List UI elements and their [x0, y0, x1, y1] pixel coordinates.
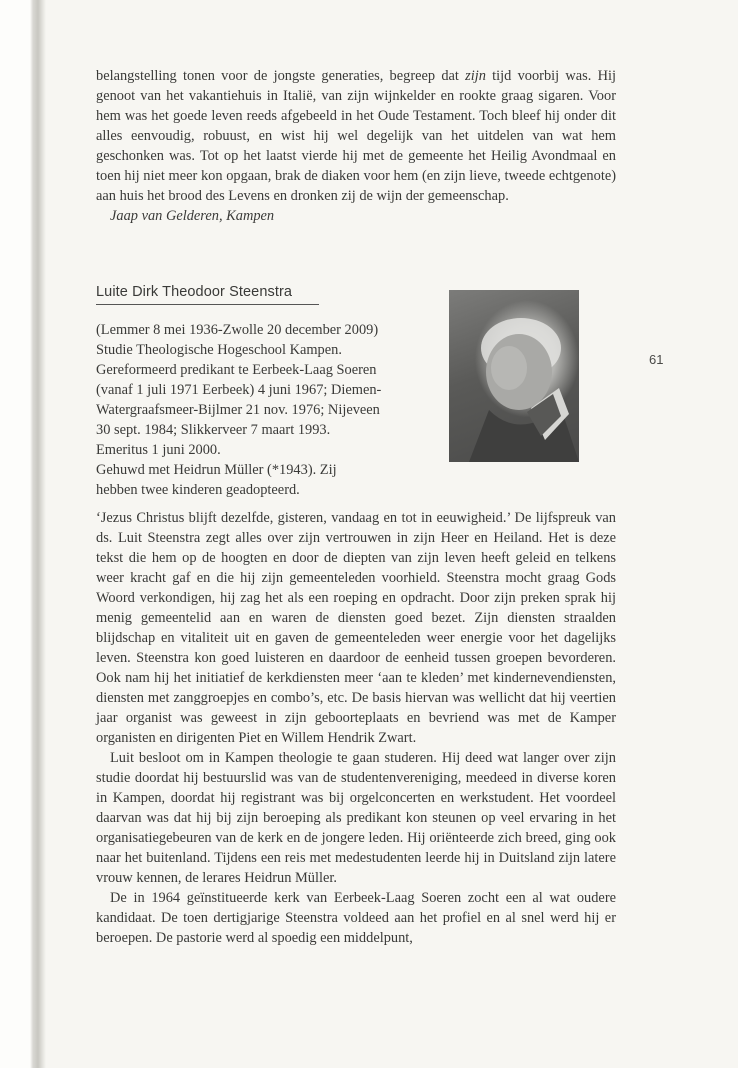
bio-line: Gereformeerd predikant te Eerbeek-Laag Soeren — [96, 362, 377, 378]
body-paragraph: Luit besloot om in Kampen theologie te gaan studeren. Hij deed wat langer over zijn studie doordat hij bestuurslid was van de studentenvereniging, meedeed in diverse koren in Kampen, doordat hij registrant was bij orgelconcerten en werkstudent. Het voordeel daarvan was dat hij bij zijn beroeping als predikant kon steunen op veel ervaring in het organisatiegebeuren van de kerk en de jongere leden. Hij oriënteerde zich breed, ging ook naar het buitenland. Tijdens een reis met medestudenten leerde hij in Duitsland zijn latere vrouw kennen, de lerares Heidrun Müller. — [96, 750, 616, 886]
intro-paragraph-block — [96, 66, 616, 226]
bio-line: Emeritus 1 juni 2000. — [96, 442, 221, 458]
body-text — [96, 508, 616, 948]
entry-name-heading: Luite Dirk Theodoor Steenstra — [96, 284, 293, 300]
page-number: 61 — [649, 352, 664, 367]
body-paragraph: ‘Jezus Christus blijft dezelfde, gisteren, vandaag en tot in eeuwigheid.’ De lijfspreuk van ds. Luit Steenstra zegt alles over zijn vertrouwen in zijn Heer en Heiland. Het is deze tekst die hem op de hoogten en door de diepten van zijn leven heeft geleid en telkens weer kracht gaf en die hij zijn gemeenteleden voorhield. Steenstra mocht graag Gods Woord verkondigen, hij zag het als een roeping en opdracht. Door zijn preken sprak hij menig gemeentelid aan en waren de diensten goed bezet. Zijn diensten straalden blijdschap en vitaliteit uit en gaven de gemeenteleden weer energie voor het dagelijks leven. Steenstra kon goed luisteren en daardoor de eenheid tussen groepen bevorderen. Ook nam hij het initiatief de kerkdiensten meer ‘aan te kleden’ met kindernevendiensten, diensten met zanggroepjes en combo’s, etc. De basis hiervan was wellicht dat hij veertien jaar organist was geweest in zijn geboorteplaats en bevriend was met de Kamper organisten en dirigenten Piet en Willem Hendrik Zwart. — [96, 510, 616, 746]
book-spine-shadow — [0, 0, 46, 1068]
body-paragraph: De in 1964 geïnstitueerde kerk van Eerbeek-Laag Soeren zocht een al wat oudere kandidaat. De toen dertigjarige Steenstra voldeed aan het profiel en al snel werd hij er beroepen. De pastorie werd al spoedig een middelpunt, — [96, 890, 616, 946]
heading-underline — [96, 304, 319, 305]
portrait-illustration — [449, 290, 579, 462]
intro-signature: Jaap van Gelderen, Kampen — [110, 208, 275, 224]
bio-line: 30 sept. 1984; Slikkerveer 7 maart 1993. — [96, 422, 331, 438]
bio-line: Watergraafsmeer-Bijlmer 21 nov. 1976; Nijeveen — [96, 402, 380, 418]
intro-text-end: tijd voorbij was. Hij genoot van het vakantiehuis in Italië, van zijn wijnkelder en rookte graag sigaren. Voor hem was het goede leven reeds afgebeeld in het Oude Testament. Toch bleef hij onder dit alles eenvoudig, robuust, en wist hij wel degelijk van het uitdelen van wat hem geschonken was. Tot op het laatst vierde hij met de gemeente het Heilig Avondmaal en toen hij niet meer kon opgaan, brak de diaken voor hem (en zijn lieve, tweede echtgenote) aan huis het brood des Levens en dronken zij de wijn der gemeenschap. — [96, 68, 616, 204]
bio-details — [96, 320, 436, 500]
bio-line: Gehuwd met Heidrun Müller (*1943). Zij — [96, 462, 337, 478]
intro-paragraph — [96, 66, 616, 206]
bio-line: Studie Theologische Hogeschool Kampen. — [96, 342, 342, 358]
bio-line: (Lemmer 8 mei 1936-Zwolle 20 december 2009) — [96, 322, 379, 338]
portrait-photo — [449, 290, 579, 462]
intro-emphasis: zijn — [465, 68, 486, 84]
bio-line: hebben twee kinderen geadopteerd. — [96, 482, 300, 498]
bio-line: (vanaf 1 juli 1971 Eerbeek) 4 juni 1967; Diemen- — [96, 382, 382, 398]
intro-text-start: belangstelling tonen voor de jongste generaties, begreep dat — [96, 68, 466, 84]
